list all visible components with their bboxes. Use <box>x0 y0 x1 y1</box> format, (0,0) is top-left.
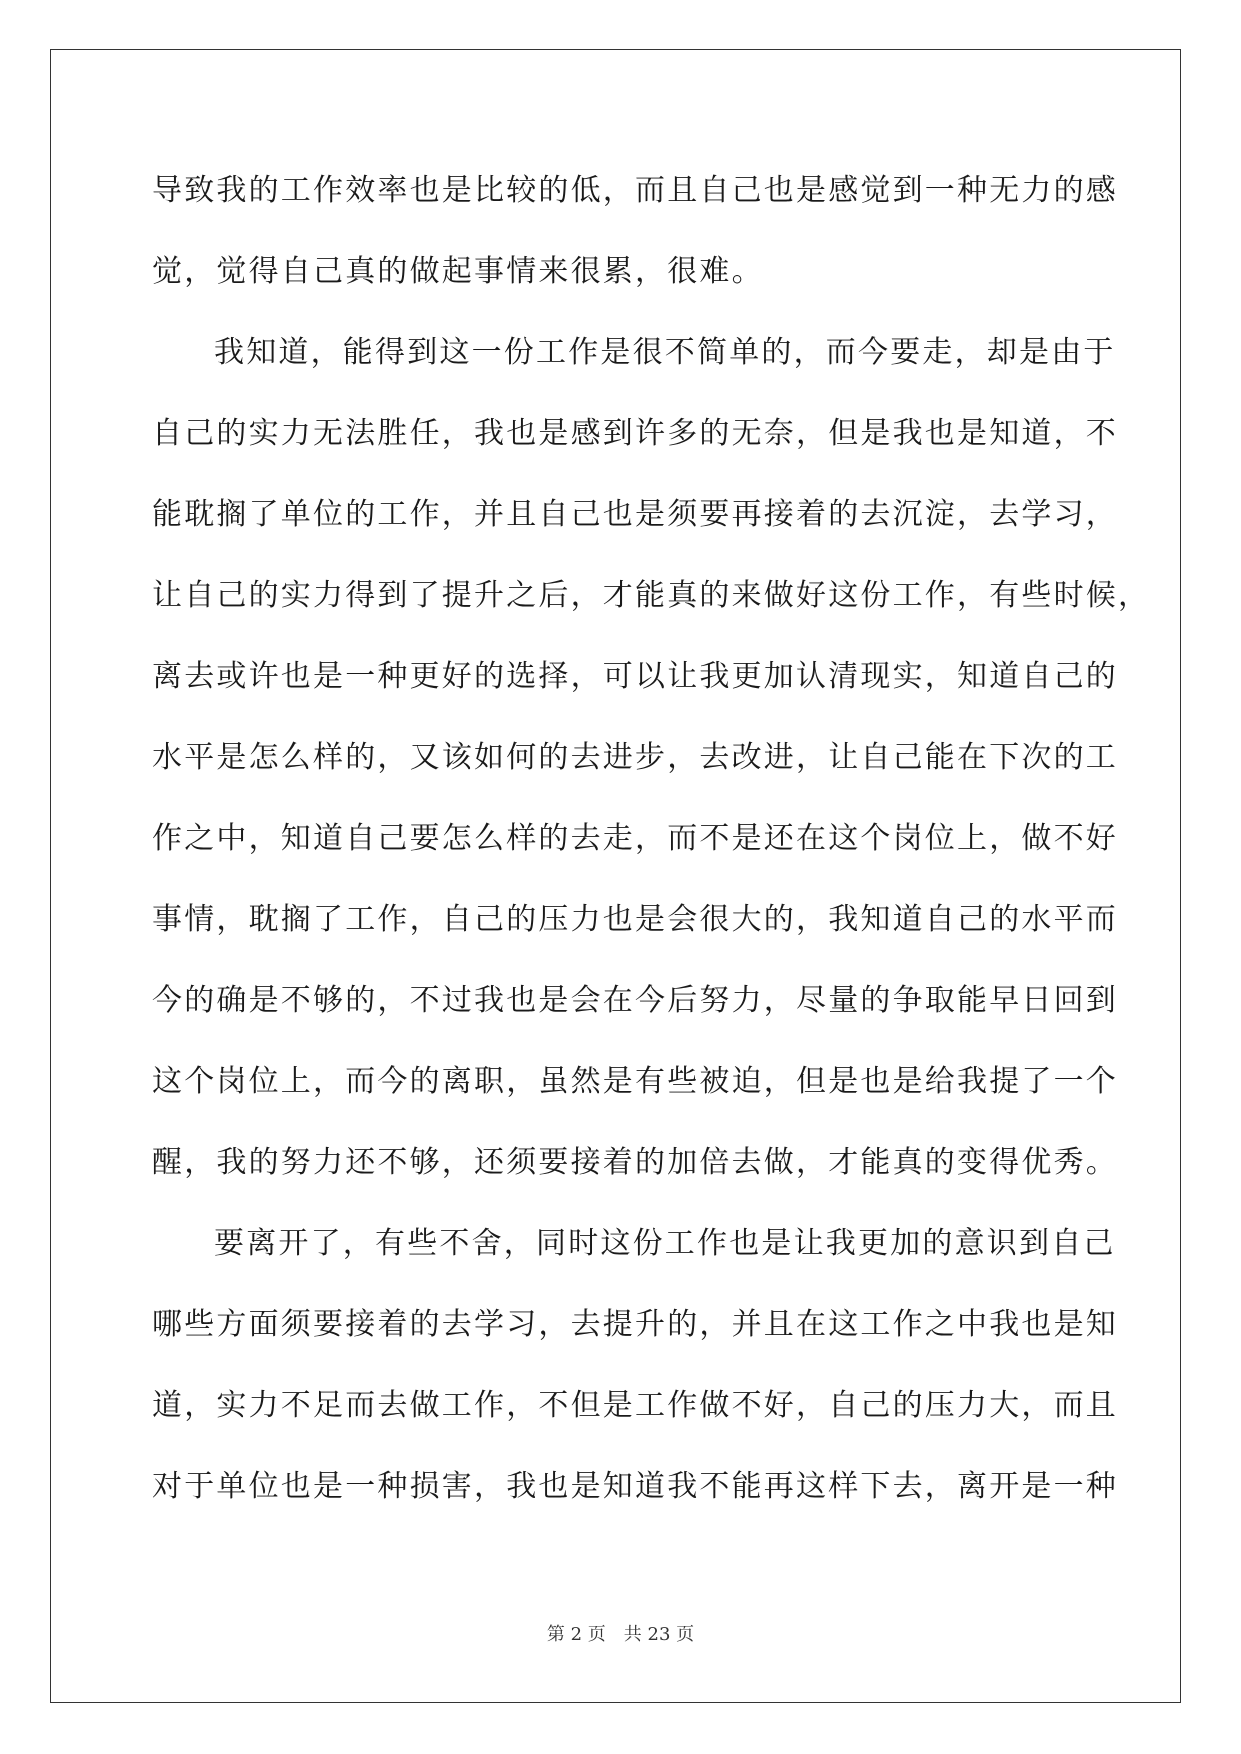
text-line: 事情，耽搁了工作，自己的压力也是会很大的，我知道自己的水平而 <box>152 902 1118 937</box>
text-line: 让自己的实力得到了提升之后，才能真的来做好这份工作，有些时候， <box>152 578 1151 613</box>
text-line: 离去或许也是一种更好的选择，可以让我更加认清现实，知道自己的 <box>152 659 1118 694</box>
text-line: 道，实力不足而去做工作，不但是工作做不好，自己的压力大，而且 <box>152 1388 1118 1423</box>
text-line: 对于单位也是一种损害，我也是知道我不能再这样下去，离开是一种 <box>152 1469 1118 1504</box>
text-line: 这个岗位上，而今的离职，虽然是有些被迫，但是也是给我提了一个 <box>152 1064 1118 1099</box>
text-line: 水平是怎么样的，又该如何的去进步，去改进，让自己能在下次的工 <box>152 740 1118 775</box>
text-line: 导致我的工作效率也是比较的低，而且自己也是感觉到一种无力的感 <box>152 173 1118 208</box>
text-line: 醒，我的努力还不够，还须要接着的加倍去做，才能真的变得优秀。 <box>152 1145 1118 1180</box>
text-line: 觉，觉得自己真的做起事情来很累，很难。 <box>152 254 764 289</box>
text-line: 自己的实力无法胜任，我也是感到许多的无奈，但是我也是知道，不 <box>152 416 1118 451</box>
text-line: 哪些方面须要接着的去学习，去提升的，并且在这工作之中我也是知 <box>152 1307 1118 1342</box>
paragraph-start-line: 要离开了，有些不舍，同时这份工作也是让我更加的意识到自己 <box>214 1226 1116 1261</box>
page-number-footer: 第 2 页 共 23 页 <box>546 1624 695 1645</box>
text-line: 作之中，知道自己要怎么样的去走，而不是还在这个岗位上，做不好 <box>152 821 1118 856</box>
text-line: 能耽搁了单位的工作，并且自己也是须要再接着的去沉淀，去学习， <box>152 497 1118 532</box>
paragraph-start-line: 我知道，能得到这一份工作是很不简单的，而今要走，却是由于 <box>214 335 1116 370</box>
document-body <box>152 150 1151 1527</box>
text-line: 今的确是不够的，不过我也是会在今后努力，尽量的争取能早日回到 <box>152 983 1118 1018</box>
